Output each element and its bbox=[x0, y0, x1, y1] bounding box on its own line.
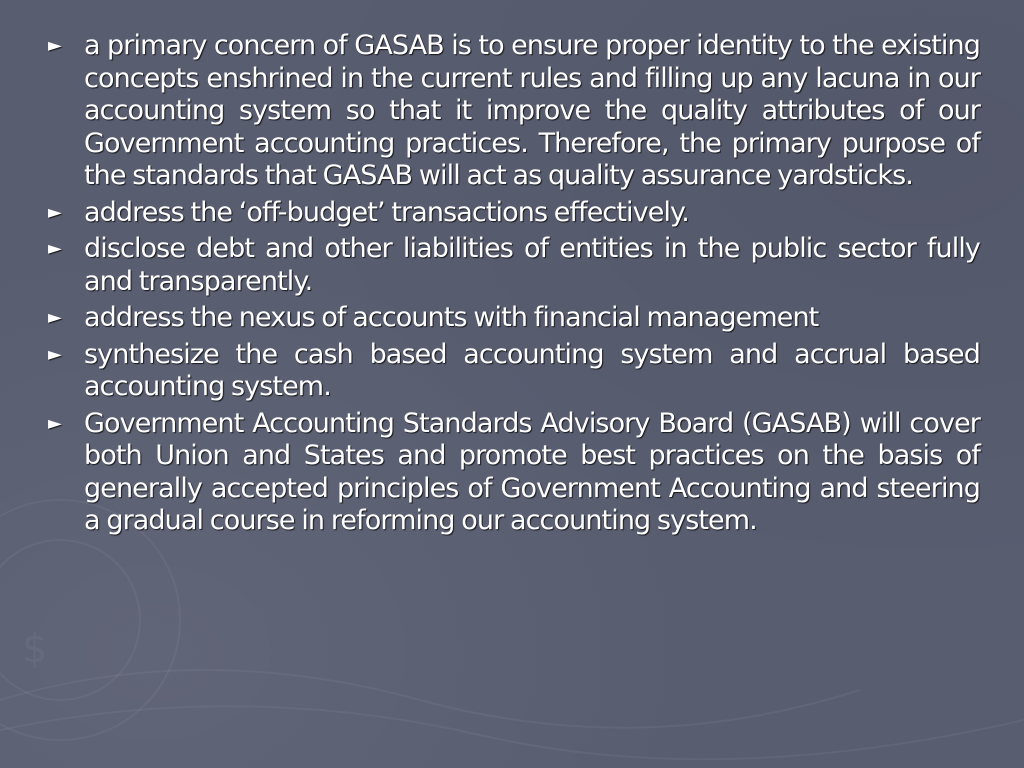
bullet-arrow-icon: ► bbox=[48, 307, 61, 328]
bullet-item-1 bbox=[48, 30, 980, 193]
svg-text:$: $ bbox=[22, 626, 48, 672]
bullet-item-4 bbox=[48, 302, 980, 335]
bullet-item-2 bbox=[48, 197, 980, 230]
bullet-arrow-icon: ► bbox=[48, 201, 61, 223]
bullet-text: a primary concern of GASAB is to ensure proper identity to the existing concepts enshrined in the current rules and filling up any lacuna in our accounting system so that it improve the quality attributes of our Government accounting practices. Therefore, the primary purpose of the standards that GASAB will act as quality assurance yardsticks. bbox=[84, 30, 980, 191]
bullet-text: Government Accounting Standards Advisory Board (GASAB) will cover both Union and States and promote best practices on the basis of generally accepted principles of Government Accounting and steering a gradual course in reforming our accounting system. bbox=[84, 407, 980, 536]
bullet-arrow-icon: ► bbox=[48, 238, 61, 259]
bullet-arrow-icon: ► bbox=[48, 343, 61, 365]
bullet-list bbox=[48, 30, 980, 542]
bullet-text: synthesize the cash based accounting system and accrual based accounting system. bbox=[84, 338, 980, 402]
bullet-item-3 bbox=[48, 233, 980, 298]
bullet-item-6 bbox=[48, 408, 980, 538]
bullet-text: address the ‘off-budget’ transactions effectively. bbox=[84, 196, 689, 228]
bullet-text: address the nexus of accounts with financial management bbox=[84, 302, 819, 333]
bullet-item-5 bbox=[48, 339, 980, 404]
bullet-arrow-icon: ► bbox=[48, 412, 61, 434]
bullet-text: disclose debt and other liabilities of entities in the public sector fully and transparently. bbox=[84, 233, 980, 297]
bullet-arrow-icon: ► bbox=[48, 35, 61, 56]
